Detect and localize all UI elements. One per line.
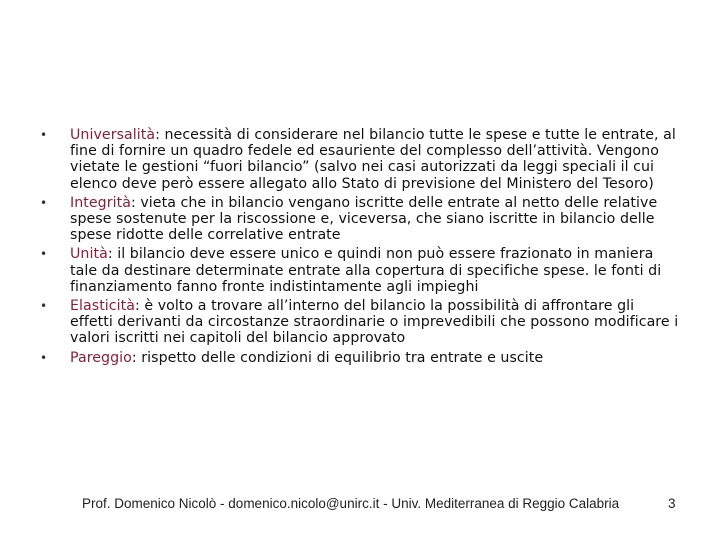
bullet-icon: • — [40, 128, 48, 142]
bullet-icon: • — [40, 247, 48, 262]
term-label: Unità — [70, 246, 108, 263]
bullet-icon: • — [40, 350, 48, 365]
list-item — [40, 298, 680, 347]
term-label: Pareggio — [70, 349, 132, 366]
principles-list — [40, 127, 680, 369]
page-number: 3 — [668, 496, 676, 511]
list-item — [40, 246, 680, 295]
list-item — [40, 195, 680, 244]
footer-text: Prof. Domenico Nicolò - domenico.nicolo@unirc.it - Univ. Mediterranea di Reggio Calabria — [82, 496, 620, 511]
item-text: : è volto a trovare all’interno del bilancio la possibilità di affrontare gli effetti derivanti da circostanze straordinarie o imprevedibili che possono modificare i valori iscritti nei capitoli del bilancio approvato — [70, 298, 679, 347]
item-text: : il bilancio deve essere unico e quindi non può essere frazionato in maniera tale da destinare determinate entrate alla copertura di specifiche spese. le fonti di finanziamento fanno fronte indistintamente agli impieghi — [70, 246, 662, 295]
term-label: Universalità — [70, 127, 156, 143]
item-text: : vieta che in bilancio vengano iscritte delle entrate al netto delle relative spese sostenute per la riscossione e, viceversa, che siano iscritte in bilancio delle spese ridotte delle correlative entrate — [70, 194, 658, 244]
term-label: Elasticità — [70, 298, 135, 315]
list-item — [40, 127, 680, 192]
term-label: Integrità — [70, 194, 131, 211]
item-text: : rispetto delle condizioni di equilibrio tra entrate e uscite — [131, 349, 544, 366]
bullet-icon: • — [40, 299, 48, 314]
bullet-icon: • — [40, 195, 48, 210]
list-item — [40, 350, 680, 366]
item-text: : necessità di considerare nel bilancio tutte le spese e tutte le entrate, al fine di fornire un quadro fedele ed esauriente del complesso dell’attività. Vengono vietate le gestioni “fuori bilancio” (salvo nei casi autorizzati da leggi speciali il cui elenco deve però essere allegato allo Stato di previsione del Ministero del Tesoro) — [70, 127, 676, 192]
